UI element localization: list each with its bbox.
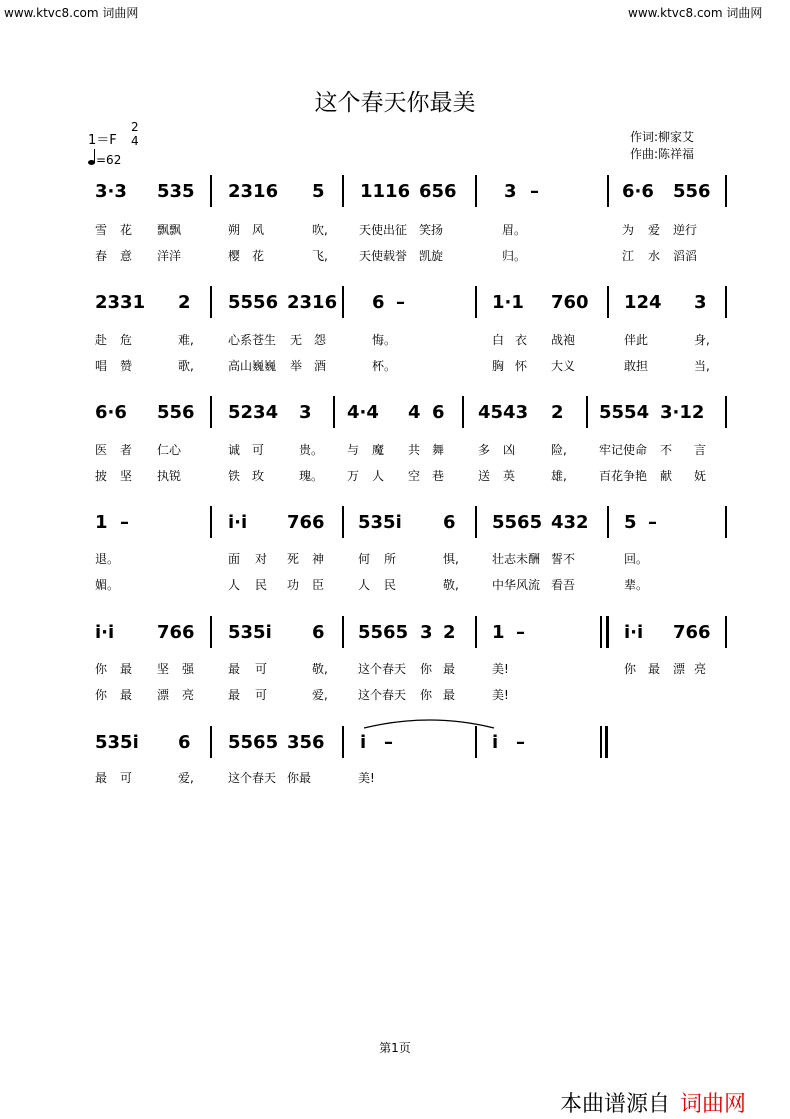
lyric-word: 者 <box>120 443 133 457</box>
note-group: i·i <box>95 622 115 643</box>
source-brand: 词曲网 <box>680 1092 747 1117</box>
bar-line <box>475 726 477 758</box>
bar-line <box>607 506 609 538</box>
lyric-word: 最 <box>228 662 241 676</box>
note-group: 6 <box>178 732 191 753</box>
lyric-word: 衣 <box>515 333 528 347</box>
lyric-word: 执锐 <box>157 469 182 483</box>
note-group: – <box>516 622 525 643</box>
final-bar-line-thick <box>605 726 608 758</box>
note-group: i <box>492 732 499 753</box>
lyric-word: 亮 <box>182 688 195 702</box>
bar-line <box>725 286 727 318</box>
lyric-word: 看吾 <box>551 578 576 592</box>
lyric-word: 战袍 <box>551 333 576 347</box>
lyric-word: 美! <box>358 771 375 785</box>
bar-line <box>607 286 609 318</box>
lyric-word: 你 <box>95 688 108 702</box>
note-group: 3 <box>299 402 312 423</box>
note-group: 5554 <box>599 402 650 423</box>
time-signature <box>131 120 139 148</box>
lyric-word: 敬, <box>443 578 459 592</box>
note-group: 656 <box>419 181 457 202</box>
lyric-word: 献 <box>660 469 673 483</box>
note-group: i <box>360 732 367 753</box>
lyric-word: 民 <box>384 578 397 592</box>
bar-line <box>210 726 212 758</box>
bar-line <box>462 396 464 428</box>
note-group: 2316 <box>228 181 279 202</box>
lyric-word: 爱, <box>178 771 194 785</box>
lyric-word: 为 <box>622 223 635 237</box>
lyric-word: 何 <box>358 552 371 566</box>
note-group: 3·3 <box>95 181 127 202</box>
note-group: 356 <box>287 732 325 753</box>
bar-line <box>210 506 212 538</box>
note-group: 6 <box>312 622 325 643</box>
bar-line <box>210 396 212 428</box>
bar-line <box>342 616 344 648</box>
lyric-word: 无 <box>290 333 303 347</box>
site-watermark-left: www.ktvc8.com 词曲网 <box>4 6 139 20</box>
lyric-word: 敬, <box>312 662 328 676</box>
lyric-word: 可 <box>255 662 268 676</box>
lyric-word: 归。 <box>502 249 527 263</box>
lyric-word: 天使出征 <box>359 223 408 237</box>
note-group: i·i <box>228 512 248 533</box>
note-group: 6·6 <box>95 402 127 423</box>
bar-line <box>725 616 727 648</box>
lyric-word: 这个春天 <box>228 771 277 785</box>
final-bar-line <box>600 726 602 758</box>
lyric-word: 功 <box>287 578 300 592</box>
lyric-word: 歌, <box>178 359 194 373</box>
repeat-bar-line <box>600 616 602 648</box>
lyric-word: 心系苍生 <box>228 333 277 347</box>
lyric-word: 死 <box>287 552 300 566</box>
lyric-word: 媚。 <box>95 578 120 592</box>
bar-line <box>210 286 212 318</box>
lyric-word: 水 <box>648 249 661 263</box>
lyric-word: 可 <box>252 443 265 457</box>
lyric-word: 凶 <box>503 443 516 457</box>
lyric-word: 当, <box>694 359 710 373</box>
lyric-word: 誓不 <box>551 552 576 566</box>
lyric-word: 怀 <box>515 359 528 373</box>
note-group: 1116 <box>360 181 411 202</box>
lyric-word: 险, <box>551 443 567 457</box>
note-group: 6 <box>443 512 456 533</box>
bar-line <box>725 396 727 428</box>
lyric-word: 眉。 <box>502 223 527 237</box>
lyric-word: 赞 <box>120 359 133 373</box>
lyric-word: 中华风流 <box>492 578 541 592</box>
note-group: 1 <box>492 622 505 643</box>
lyric-word: 胸 <box>492 359 505 373</box>
source-label: 本曲谱源自 <box>560 1092 671 1117</box>
lyric-word: 敢担 <box>624 359 649 373</box>
slur-mark <box>360 716 500 730</box>
note-group: 6·6 <box>622 181 654 202</box>
lyric-word: 最 <box>228 688 241 702</box>
lyric-word: 这个春天 <box>358 688 407 702</box>
lyric-word: 飞, <box>312 249 328 263</box>
lyric-word: 贵。 <box>299 443 324 457</box>
note-group: 766 <box>287 512 325 533</box>
page-number: 第1页 <box>379 1041 411 1055</box>
repeat-bar-line-thick <box>606 616 609 648</box>
note-group: – <box>648 512 657 533</box>
time-signature-top: 2 <box>131 120 139 134</box>
note-group: i·i <box>624 622 644 643</box>
bar-line <box>725 175 727 207</box>
lyric-word: 瑰。 <box>299 469 324 483</box>
note-group: 5 <box>624 512 637 533</box>
note-group: 6 <box>432 402 445 423</box>
note-group: 766 <box>673 622 711 643</box>
lyric-word: 雄, <box>551 469 567 483</box>
lyric-word: 最 <box>648 662 661 676</box>
lyric-word: 神 <box>312 552 325 566</box>
lyric-word: 诚 <box>228 443 241 457</box>
note-group: 2 <box>178 292 191 313</box>
lyric-word: 送 <box>478 469 491 483</box>
note-group: 4·4 <box>347 402 379 423</box>
lyric-word: 伴此 <box>624 333 649 347</box>
lyric-word: 仁心 <box>157 443 182 457</box>
bar-line <box>475 506 477 538</box>
lyric-word: 民 <box>255 578 268 592</box>
note-group: – <box>530 181 539 202</box>
lyric-word: 臣 <box>312 578 325 592</box>
lyricist-credit: 作词:柳家艾 <box>630 130 695 144</box>
note-group: 5565 <box>358 622 409 643</box>
lyric-word: 凯旋 <box>419 249 444 263</box>
lyric-word: 大义 <box>551 359 576 373</box>
lyric-word: 巷 <box>432 469 445 483</box>
bar-line <box>342 506 344 538</box>
lyric-word: 亮 <box>694 662 707 676</box>
site-watermark-right: www.ktvc8.com 词曲网 <box>628 6 763 20</box>
note-group: 535i <box>228 622 272 643</box>
note-group: 5565 <box>492 512 543 533</box>
lyric-word: 樱 <box>228 249 241 263</box>
lyric-word: 辈。 <box>624 578 649 592</box>
lyric-word: 玫 <box>252 469 265 483</box>
lyric-word: 爱 <box>648 223 661 237</box>
lyric-word: 风 <box>252 223 265 237</box>
lyric-word: 你 <box>420 688 433 702</box>
note-group: 3 <box>504 181 517 202</box>
note-group: 535i <box>95 732 139 753</box>
lyric-word: 举 <box>290 359 303 373</box>
lyric-word: 笑扬 <box>419 223 444 237</box>
lyric-word: 悔。 <box>372 333 397 347</box>
lyric-word: 飘飘 <box>157 223 182 237</box>
lyric-word: 英 <box>503 469 516 483</box>
note-group: 2331 <box>95 292 146 313</box>
song-title: 这个春天你最美 <box>314 90 476 116</box>
lyric-word: 妩 <box>694 469 707 483</box>
lyric-word: 春 <box>95 249 108 263</box>
lyric-word: 意 <box>120 249 133 263</box>
lyric-word: 所 <box>384 552 397 566</box>
lyric-word: 爱, <box>312 688 328 702</box>
lyric-word: 可 <box>255 688 268 702</box>
lyric-word: 赴 <box>95 333 108 347</box>
lyric-word: 吹, <box>312 223 328 237</box>
lyric-word: 回。 <box>624 552 649 566</box>
lyric-word: 坚 <box>120 469 133 483</box>
note-group: 766 <box>157 622 195 643</box>
bar-line <box>475 616 477 648</box>
lyric-word: 退。 <box>95 552 120 566</box>
note-group: 556 <box>157 402 195 423</box>
note-group: 556 <box>673 181 711 202</box>
lyric-word: 舞 <box>432 443 445 457</box>
lyric-word: 逆行 <box>673 223 698 237</box>
note-group: 535i <box>358 512 402 533</box>
lyric-word: 美! <box>492 688 509 702</box>
note-group: 535 <box>157 181 195 202</box>
lyric-word: 这个春天 <box>358 662 407 676</box>
lyric-word: 牢记使命 <box>599 443 648 457</box>
lyric-word: 花 <box>252 249 265 263</box>
bar-line <box>210 616 212 648</box>
lyric-word: 漂 <box>157 688 170 702</box>
lyric-word: 披 <box>95 469 108 483</box>
lyric-word: 朔 <box>228 223 241 237</box>
lyric-word: 空 <box>408 469 421 483</box>
source-credit <box>560 1087 746 1118</box>
bar-line <box>333 396 335 428</box>
note-group: – <box>384 732 393 753</box>
lyric-word: 最 <box>443 688 456 702</box>
lyric-word: 面 <box>228 552 241 566</box>
lyric-word: 对 <box>255 552 268 566</box>
note-group: 5 <box>312 181 325 202</box>
lyric-word: 杯。 <box>372 359 397 373</box>
tempo-value: =62 <box>96 153 122 167</box>
lyric-word: 唱 <box>95 359 108 373</box>
lyric-word: 言 <box>694 443 707 457</box>
lyric-word: 不 <box>660 443 673 457</box>
note-group: 3 <box>694 292 707 313</box>
lyric-word: 人 <box>228 578 241 592</box>
lyric-word: 雪 <box>95 223 108 237</box>
bar-line <box>586 396 588 428</box>
bar-line <box>210 175 212 207</box>
lyric-word: 与 <box>347 443 360 457</box>
lyric-word: 壮志未酬 <box>492 552 541 566</box>
note-group: 5234 <box>228 402 279 423</box>
bar-line <box>342 286 344 318</box>
tempo-marking <box>88 153 121 167</box>
lyric-word: 你 <box>624 662 637 676</box>
time-signature-bottom: 4 <box>131 134 139 148</box>
lyric-word: 江 <box>622 249 635 263</box>
lyric-word: 万 <box>347 469 360 483</box>
lyric-word: 你最 <box>287 771 312 785</box>
note-group: 3·12 <box>660 402 705 423</box>
lyric-word: 花 <box>120 223 133 237</box>
note-group: 4 <box>408 402 421 423</box>
lyric-word: 魔 <box>372 443 385 457</box>
lyric-word: 难, <box>178 333 194 347</box>
lyric-word: 最 <box>120 662 133 676</box>
bar-line <box>725 506 727 538</box>
lyric-word: 惧, <box>443 552 459 566</box>
bar-line <box>475 175 477 207</box>
note-group: 4543 <box>478 402 529 423</box>
lyric-word: 最 <box>95 771 108 785</box>
lyric-word: 你 <box>95 662 108 676</box>
lyric-word: 酒 <box>314 359 327 373</box>
bar-line <box>475 286 477 318</box>
key-signature: 1＝F <box>88 133 117 148</box>
bar-line <box>607 175 609 207</box>
lyric-word: 天使载誉 <box>359 249 408 263</box>
lyric-word: 白 <box>492 333 505 347</box>
lyric-word: 人 <box>372 469 385 483</box>
note-group: 760 <box>551 292 589 313</box>
note-group: 1 <box>95 512 108 533</box>
lyric-word: 可 <box>120 771 133 785</box>
lyric-word: 多 <box>478 443 491 457</box>
lyric-word: 坚 <box>157 662 170 676</box>
lyric-word: 共 <box>408 443 421 457</box>
note-group: 2 <box>551 402 564 423</box>
lyric-word: 滔滔 <box>673 249 698 263</box>
note-group: – <box>516 732 525 753</box>
note-group: 5565 <box>228 732 279 753</box>
quarter-note-icon <box>88 160 95 165</box>
lyric-word: 人 <box>358 578 371 592</box>
note-group: 1·1 <box>492 292 524 313</box>
note-group: 3 <box>420 622 433 643</box>
lyric-word: 最 <box>120 688 133 702</box>
note-group: – <box>120 512 129 533</box>
note-group: 2316 <box>287 292 338 313</box>
bar-line <box>342 175 344 207</box>
lyric-word: 医 <box>95 443 108 457</box>
lyric-word: 洋洋 <box>157 249 182 263</box>
lyric-word: 怨 <box>314 333 327 347</box>
lyric-word: 高山巍巍 <box>228 359 277 373</box>
lyric-word: 强 <box>182 662 195 676</box>
lyric-word: 美! <box>492 662 509 676</box>
bar-line <box>342 726 344 758</box>
lyric-word: 漂 <box>673 662 686 676</box>
note-group: – <box>396 292 405 313</box>
note-group: 2 <box>443 622 456 643</box>
lyric-word: 百花争艳 <box>599 469 648 483</box>
composer-credit: 作曲:陈祥福 <box>630 147 695 161</box>
note-group: 5556 <box>228 292 279 313</box>
lyric-word: 危 <box>120 333 133 347</box>
lyric-word: 铁 <box>228 469 241 483</box>
lyric-word: 身, <box>694 333 710 347</box>
note-group: 432 <box>551 512 589 533</box>
note-group: 124 <box>624 292 662 313</box>
note-group: 6 <box>372 292 385 313</box>
lyric-word: 你 <box>420 662 433 676</box>
lyric-word: 最 <box>443 662 456 676</box>
